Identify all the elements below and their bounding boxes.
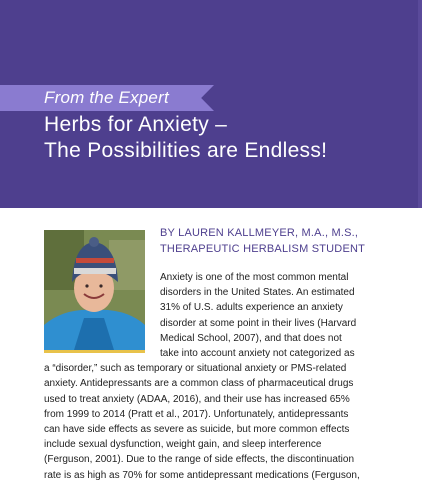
body-line: Anxiety is one of the most common mental xyxy=(160,272,349,283)
byline-role: THERAPEUTIC HERBALISM STUDENT xyxy=(160,243,366,255)
title-line-2: The Possibilities are Endless! xyxy=(44,139,328,162)
body-line: take into account anxiety not categorized as xyxy=(160,348,355,360)
body-line: Medical School, 2007), and that does not xyxy=(160,332,342,344)
body-line: include sexual dysfunction, weight gain, and sleep interference xyxy=(44,439,322,451)
body-line: disorder at some point in their lives (Harvard xyxy=(160,317,357,329)
article-body xyxy=(44,270,404,483)
body-line: a “disorder,” such as temporary or situational anxiety or PMS-related xyxy=(44,363,347,375)
title-line-1: Herbs for Anxiety – xyxy=(44,113,228,136)
body-line: 31% of U.S. adults experience an anxiety xyxy=(160,302,343,314)
article-title xyxy=(44,112,404,164)
byline-author: BY LAUREN KALLMEYER, M.A., M.S., xyxy=(160,227,359,239)
body-line: (Ferguson, 2001). Due to the range of side effects, the discontinuation xyxy=(44,454,355,466)
byline xyxy=(160,225,410,257)
body-line: anxiety. Antidepressants are a common class of pharmaceutical drugs xyxy=(44,378,354,390)
body-line: from 1999 to 2014 (Pratt et al., 2017). Unfortunately, antidepressants xyxy=(44,408,349,420)
body-line: can have side effects as severe as suicide, but more common effects xyxy=(44,424,350,436)
kicker-text: From the Expert xyxy=(44,88,169,107)
body-line: used to treat anxiety (ADAA, 2016), and their use has increased 65% xyxy=(44,393,350,405)
photo-wrap-space xyxy=(44,270,160,360)
body-line: disorders in the United States. An estimated xyxy=(160,287,355,299)
body-line: rate is as high as 70% for some antidepressant medications (Ferguson, xyxy=(44,469,360,481)
